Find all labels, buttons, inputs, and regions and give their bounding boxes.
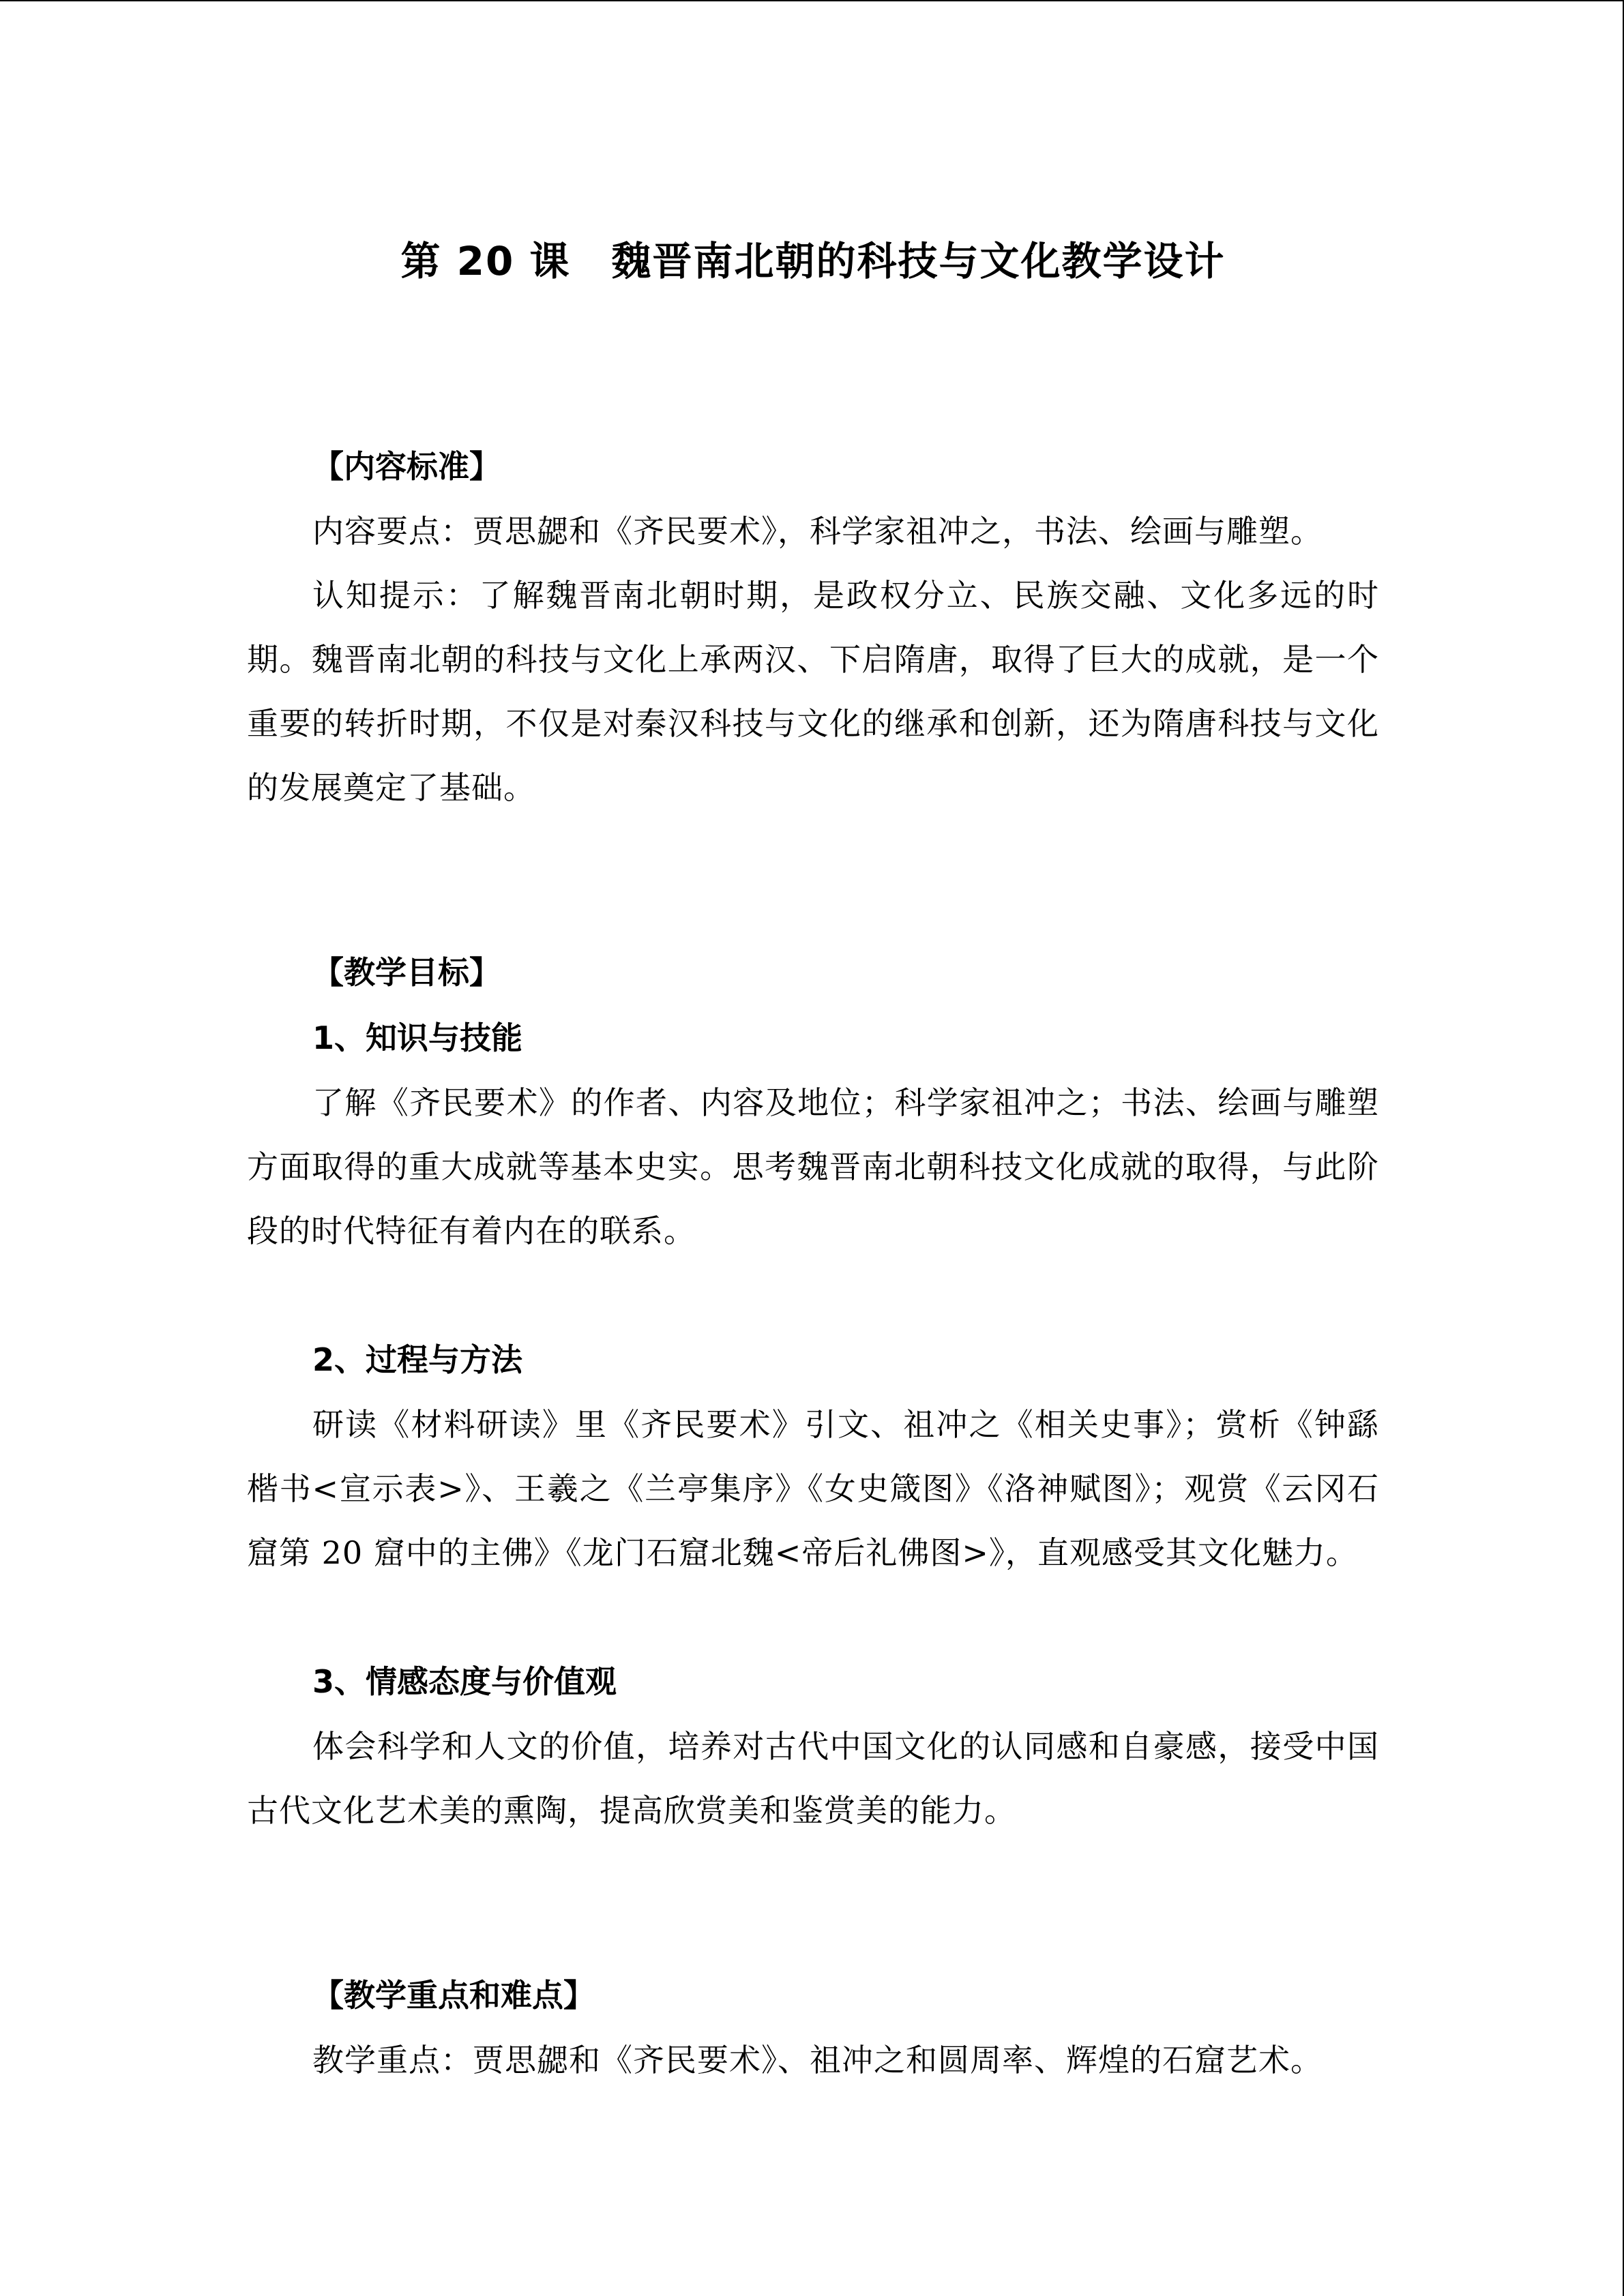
section-spacer bbox=[247, 1843, 1379, 1963]
subsection-spacer bbox=[247, 1263, 1379, 1327]
teaching-focus-paragraph: 教学重点：贾思勰和《齐民要术》、祖冲之和圆周率、辉煌的石窟艺术。 bbox=[312, 2042, 1323, 2078]
section-spacer bbox=[247, 820, 1379, 940]
document-title: 第 20 课 魏晋南北朝的科技与文化教学设计 bbox=[400, 238, 1226, 284]
emotion-values-paragraph: 体会科学和人文的价值，培养对古代中国文化的认同感和自豪感，接受中国古代文化艺术美的熏陶，提高欣赏美和鉴赏美的能力。 bbox=[247, 1728, 1379, 1829]
subheading-knowledge-skills: 1、知识与技能 bbox=[312, 1019, 523, 1056]
subheading-emotion-values: 3、情感态度与价值观 bbox=[312, 1663, 617, 1700]
section-heading-teaching-goals: 【教学目标】 bbox=[312, 954, 501, 991]
subsection-spacer bbox=[247, 1585, 1379, 1649]
section-heading-content-standard: 【内容标准】 bbox=[312, 448, 501, 485]
cognitive-hint-paragraph: 认知提示：了解魏晋南北朝时期，是政权分立、民族交融、文化多远的时期。魏晋南北朝的科技与文化上承两汉、下启隋唐，取得了巨大的成就，是一个重要的转折时期，不仅是对秦汉科技与文化的继承和创新，还为隋唐科技与文化的发展奠定了基础。 bbox=[247, 577, 1379, 806]
section-heading-key-difficult-points: 【教学重点和难点】 bbox=[312, 1977, 595, 2014]
process-methods-paragraph: 研读《材料研读》里《齐民要术》引文、祖冲之《相关史事》；赏析《钟繇楷书<宣示表>》、王羲之《兰亭集序》《女史箴图》《洛神赋图》；观赏《云冈石窟第 20 窟中的主佛》《龙门石窟北魏<帝后礼佛图>》，直观感受其文化魅力。 bbox=[247, 1406, 1379, 1571]
subheading-process-methods: 2、过程与方法 bbox=[312, 1341, 523, 1378]
document-body bbox=[247, 225, 1379, 2092]
knowledge-skills-paragraph: 了解《齐民要术》的作者、内容及地位；科学家祖冲之；书法、绘画与雕塑方面取得的重大成就等基本史实。思考魏晋南北朝科技文化成就的取得，与此阶段的时代特征有着内在的联系。 bbox=[247, 1084, 1379, 1249]
content-points-paragraph: 内容要点：贾思勰和《齐民要术》，科学家祖冲之，书法、绘画与雕塑。 bbox=[312, 513, 1323, 550]
